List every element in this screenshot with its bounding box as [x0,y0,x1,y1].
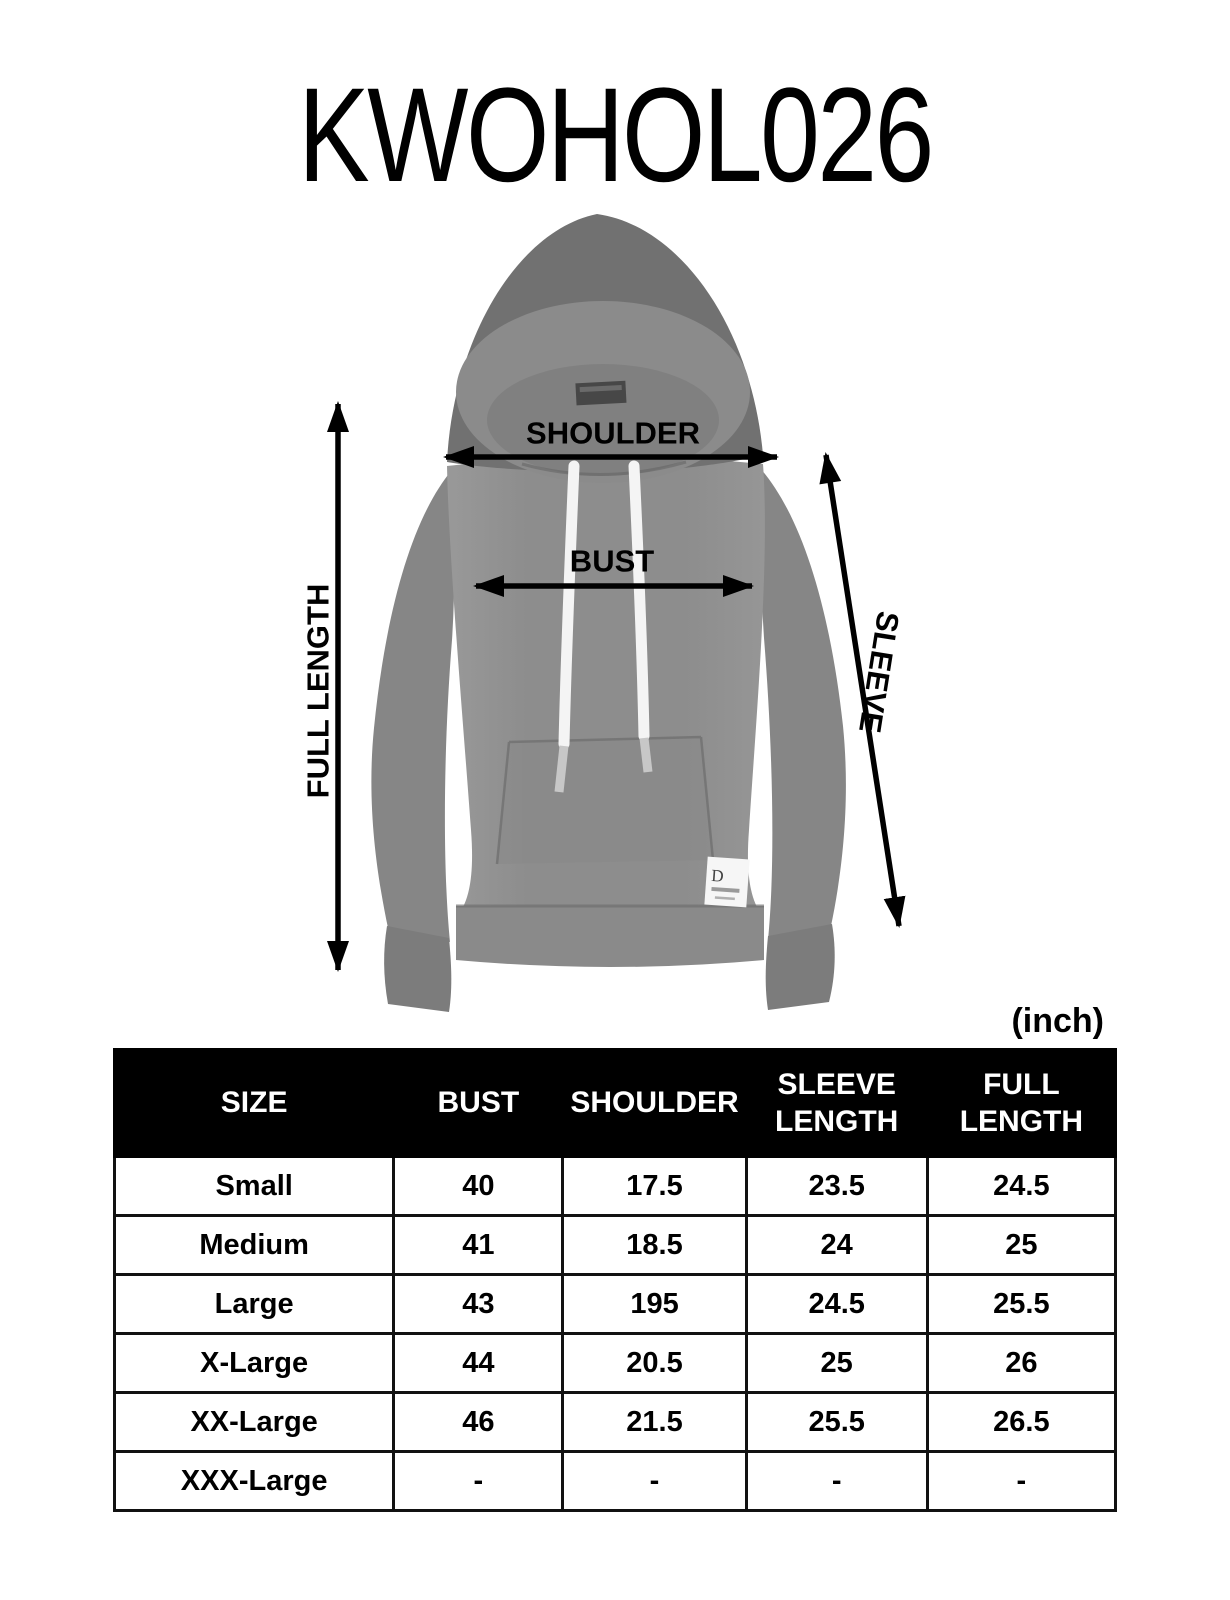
cell-sleeve-length: 24 [746,1216,927,1275]
right-aglet [644,738,648,772]
table-row [115,1393,1116,1452]
size-chart-table [113,1048,1117,1512]
bust-label: BUST [569,543,655,579]
kangaroo-pocket [497,737,713,864]
col-header-sleeve-length: SLEEVE LENGTH [746,1050,927,1157]
cell-sleeve-length: 25.5 [746,1393,927,1452]
care-label-letter: D [710,865,725,886]
hem-band [456,906,764,967]
left-aglet [559,746,564,792]
table-row [115,1275,1116,1334]
col-header-size: SIZE [115,1050,394,1157]
col-header-shoulder: SHOULDER [563,1050,746,1157]
right-sleeve [760,468,846,940]
full-length-label: FULL LENGTH [300,583,336,799]
cell-full-length: 25.5 [927,1275,1115,1334]
size-chart-header [115,1050,1116,1157]
cell-shoulder: 17.5 [563,1157,746,1216]
shoulder-label: SHOULDER [526,415,700,451]
cell-full-length: 25 [927,1216,1115,1275]
table-row [115,1334,1116,1393]
left-sleeve [371,470,454,942]
cell-shoulder: 18.5 [563,1216,746,1275]
cell-sleeve-length: 25 [746,1334,927,1393]
cell-full-length: 24.5 [927,1157,1115,1216]
cell-full-length: 26.5 [927,1393,1115,1452]
table-row [115,1216,1116,1275]
cell-size: XX-Large [115,1393,394,1452]
cell-size: Large [115,1275,394,1334]
cell-full-length: - [927,1452,1115,1511]
cell-size: X-Large [115,1334,394,1393]
sleeve-label: SLEEVE [852,608,906,736]
cell-bust: 46 [394,1393,563,1452]
cell-shoulder: 195 [563,1275,746,1334]
cell-size: Medium [115,1216,394,1275]
cell-sleeve-length: 24.5 [746,1275,927,1334]
hood-tag [575,381,626,406]
cell-full-length: 26 [927,1334,1115,1393]
table-row [115,1157,1116,1216]
care-label [704,857,749,908]
col-header-bust: BUST [394,1050,563,1157]
header-row [115,1050,1116,1157]
cell-bust: 43 [394,1275,563,1334]
cell-size: XXX-Large [115,1452,394,1511]
cell-bust: - [394,1452,563,1511]
cell-sleeve-length: 23.5 [746,1157,927,1216]
cell-shoulder: 21.5 [563,1393,746,1452]
unit-label: (inch) [1011,1002,1104,1040]
size-chart-body [115,1157,1116,1511]
col-header-full-length: FULL LENGTH [927,1050,1115,1157]
left-cuff [384,926,451,1012]
cell-shoulder: - [563,1452,746,1511]
hoodie-graphic [371,214,846,1012]
cell-bust: 44 [394,1334,563,1393]
cell-bust: 41 [394,1216,563,1275]
page-title: KWOHOL026 [298,61,932,210]
cell-size: Small [115,1157,394,1216]
cell-bust: 40 [394,1157,563,1216]
cell-shoulder: 20.5 [563,1334,746,1393]
table-row [115,1452,1116,1511]
right-cuff [766,924,835,1010]
cell-sleeve-length: - [746,1452,927,1511]
